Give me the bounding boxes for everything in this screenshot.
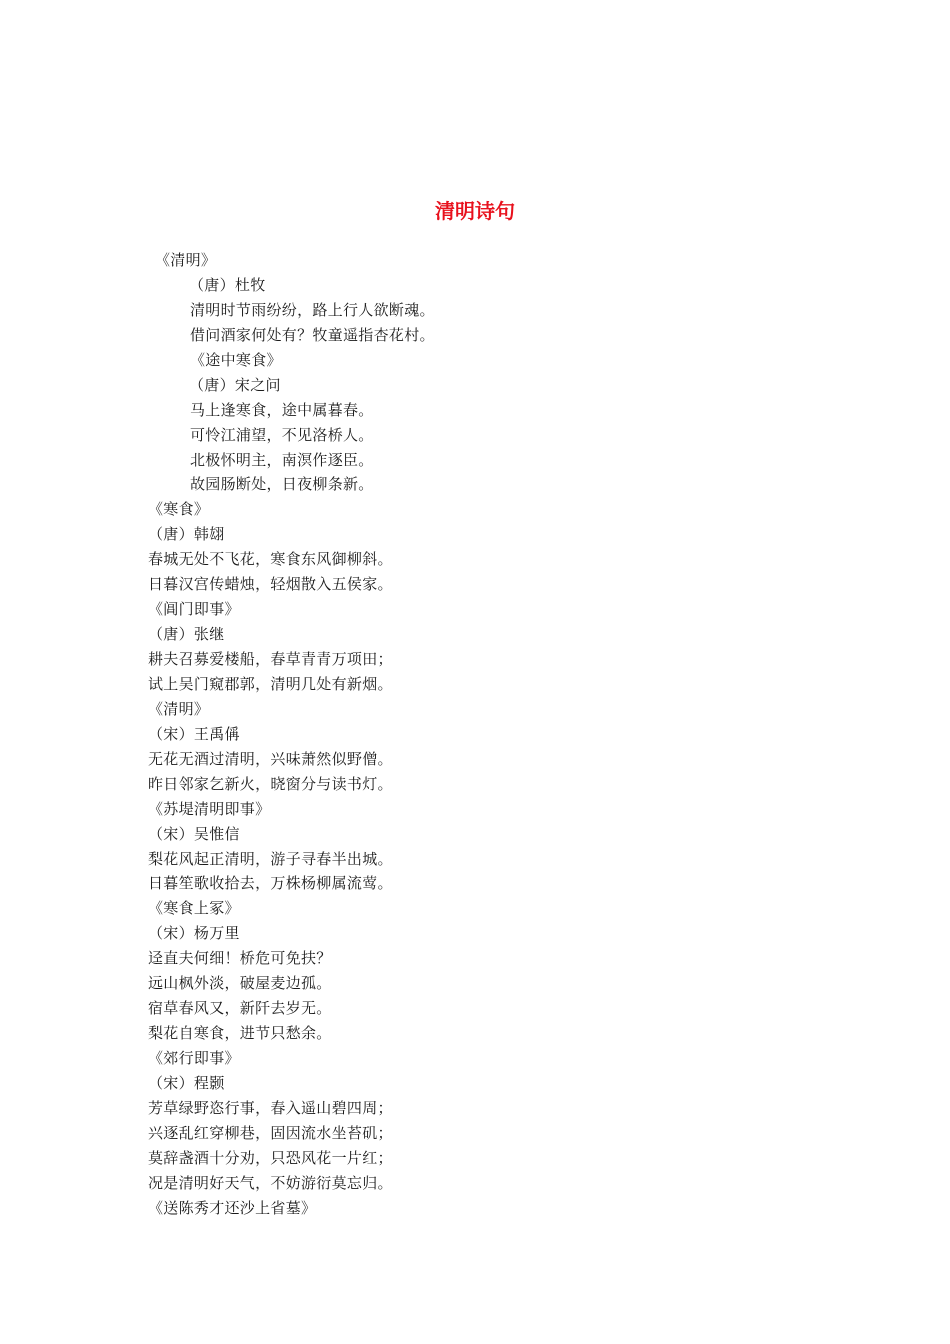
poem-line: 远山枫外淡，破屋麦边孤。 [148, 974, 332, 993]
poem-line: 可怜江浦望，不见洛桥人。 [190, 425, 374, 444]
poem-line: 莫辞盏酒十分劝，只恐风花一片红； [148, 1148, 393, 1167]
poem-line: 故园肠断处，日夜柳条新。 [190, 475, 374, 494]
poem-line: 《寒食》 [148, 500, 210, 519]
document-title: 清明诗句 [435, 199, 515, 223]
poem-line: 春城无处不飞花，寒食东风御柳斜。 [148, 550, 393, 569]
poem-line: 宿草春风又，新阡去岁无。 [148, 999, 332, 1018]
poem-line: 梨花自寒食，进节只愁余。 [148, 1024, 332, 1043]
poem-line: 《郊行即事》 [148, 1049, 240, 1067]
poem-line: 北极怀明主，南溟作逐臣。 [190, 450, 374, 469]
poem-line: 马上逢寒食，途中属暮春。 [190, 400, 374, 419]
poem-line: 梨花风起正清明，游子寻春半出城。 [148, 849, 393, 868]
poem-line: （唐）杜牧 [189, 275, 266, 294]
poem-line: 《清明》 [155, 251, 217, 269]
poem-line: 清明时节雨纷纷，路上行人欲断魂。 [190, 300, 435, 319]
poem-line: 《阊门即事》 [148, 600, 240, 619]
poem-line: （宋）杨万里 [148, 924, 240, 943]
poem-line: 无花无酒过清明，兴味萧然似野僧。 [148, 749, 393, 768]
poem-line: 《寒食上冢》 [148, 899, 240, 918]
poem-line: 《送陈秀才还沙上省墓》 [148, 1198, 317, 1217]
poem-line: 《清明》 [148, 699, 210, 718]
poem-line: （宋）王禹偁 [148, 724, 240, 743]
poem-line: （唐）韩翃 [148, 525, 225, 544]
poem-line: 日暮汉宫传蜡烛，轻烟散入五侯家。 [148, 575, 393, 594]
poem-line: 兴逐乱红穿柳巷，固因流水坐苔矶； [148, 1123, 393, 1142]
poem-line: 芳草绿野恣行事，春入遥山碧四周； [148, 1098, 393, 1117]
poem-text-body [0, 248, 950, 1221]
poem-line: 昨日邻家乞新火，晓窗分与读书灯。 [148, 774, 393, 793]
poem-line: 《途中寒食》 [190, 350, 282, 369]
poem-line: （宋）吴惟信 [148, 824, 240, 843]
poem-line: 迳直夫何细！桥危可免扶？ [148, 949, 332, 968]
poem-line: （唐）张继 [148, 625, 225, 644]
poem-line: （唐）宋之问 [189, 375, 281, 394]
poem-line: 《苏堤清明即事》 [148, 799, 271, 818]
poem-line: 况是清明好天气，不妨游衍莫忘归。 [148, 1173, 393, 1192]
poem-line: （宋）程颢 [148, 1073, 225, 1092]
poem-line: 日暮笙歌收拾去，万株杨柳属流莺。 [148, 874, 393, 893]
poem-line: 耕夫召募爱楼船，春草青青万项田； [148, 650, 393, 668]
poem-line: 试上吴门窥郡郭，清明几处有新烟。 [148, 674, 393, 693]
poem-line: 借问酒家何处有？牧童遥指杏花村。 [190, 325, 435, 344]
